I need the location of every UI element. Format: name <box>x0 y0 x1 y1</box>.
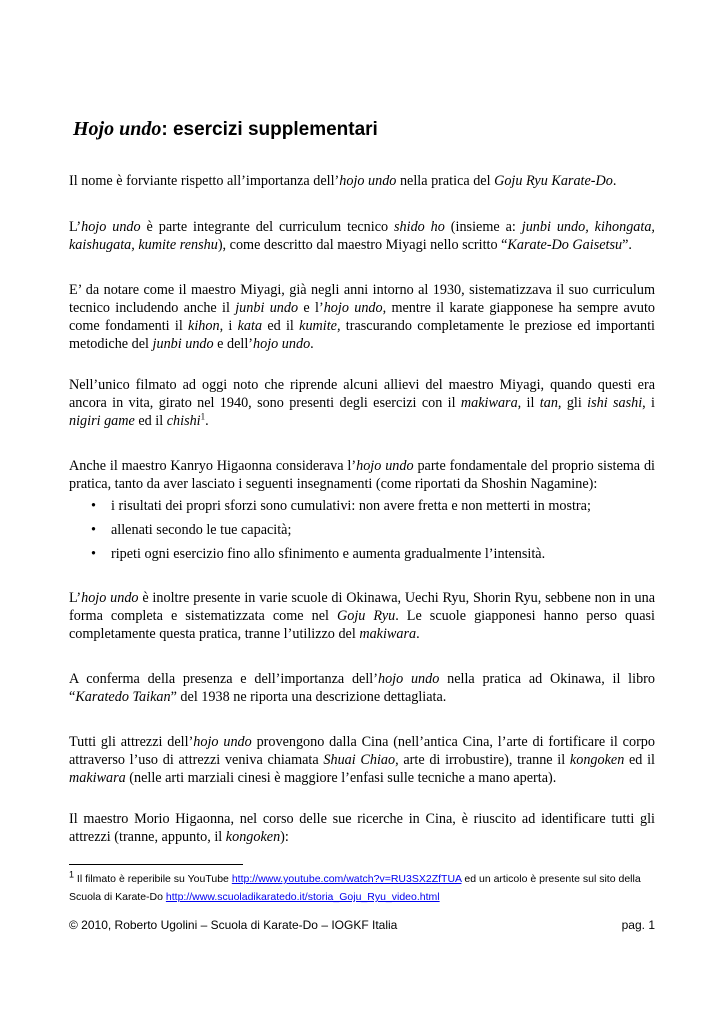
paragraph-7: A conferma della presenza e dell’importanza dell’hojo undo nella pratica ad Okinawa, il libro “Karatedo Taikan” del 1938 ne riporta una descrizione dettagliata. <box>69 671 655 705</box>
footer-copyright: © 2010, Roberto Ugolini – Scuola di Karate-Do – IOGKF Italia <box>69 918 398 932</box>
footnote-ref: 1 <box>200 411 206 422</box>
page-footer <box>69 918 655 932</box>
bullet-icon: • <box>91 522 96 538</box>
list-item: • i risultati dei propri sforzi sono cumulativi: non avere fretta e non metterti in mostra; <box>91 498 591 514</box>
footnote-divider <box>69 864 243 865</box>
page-number: pag. 1 <box>621 918 655 932</box>
bullet-icon: • <box>91 498 96 514</box>
list-item: • ripeti ogni esercizio fino allo sfinimento e aumenta gradualmente l’intensità. <box>91 546 546 562</box>
paragraph-1: Il nome è forviante rispetto all’importanza dell’hojo undo nella pratica del Goju Ryu Karate-Do. <box>69 173 617 189</box>
footnote: $^1$ Il filmato è reperibile su YouTube http://www.youtube.com/watch?v=RU3SX2ZfTUA ed un articolo è presente sul sito della Scuola di Karate-Do http://www.scuoladikaratedo.it/storia_Goju_Ryu_video.html <box>69 869 641 903</box>
paragraph-5: Anche il maestro Kanryo Higaonna considerava l’hojo undo parte fondamentale del proprio sistema di pratica, tanto da aver lasciato i seguenti insegnamenti (come riportati da Shoshin Nagamine): <box>69 458 655 492</box>
paragraph-3: E’ da notare come il maestro Miyagi, già negli anni intorno al 1930, sistematizzava il suo curriculum tecnico includendo anche il junbi undo e l’hojo undo, mentre il karate giapponese ha sempre avuto come fondamenti il kihon, i kata ed il kumite, trascurando completamente le preziose ed importanti metodiche del junbi undo e dell’hojo undo. <box>69 282 655 352</box>
bullet-list <box>69 497 655 569</box>
paragraph-2: L’hojo undo è parte integrante del curriculum tecnico shido ho (insieme a: junbi undo, kihongata, kaishugata, kumite renshu), come descritto dal maestro Miyagi nello scritto “Karate-Do Gaisetsu”. <box>69 219 655 253</box>
paragraph-4: Nell’unico filmato ad oggi noto che riprende alcuni allievi del maestro Miyagi, quando questi era ancora in vita, girato nel 1940, sono presenti degli esercizi con il makiwara, il tan, gli ishi sashi, i nigiri game ed il chishi$^1$. <box>69 377 655 429</box>
paragraph-9: Il maestro Morio Higaonna, nel corso delle sue ricerche in Cina, è riuscito ad identificare tutti gli attrezzi (tranne, appunto, il kongoken): <box>69 811 655 845</box>
youtube-link[interactable]: http://www.youtube.com/watch?v=RU3SX2ZfTUA <box>231 873 462 885</box>
page-title: Hojo undo: esercizi supplementari <box>73 118 378 140</box>
bullet-icon: • <box>91 546 96 562</box>
paragraph-8: Tutti gli attrezzi dell’hojo undo provengono dalla Cina (nell’antica Cina, l’arte di fortificare il corpo attraverso l’uso di attrezzi veniva chiamata Shuai Chiao, arte di irrobustire), tranne il kongoken ed il makiwara (nelle arti marziali cinesi è maggiore l’enfasi sulle tecniche a mano aperta). <box>69 734 655 786</box>
list-item: • allenati secondo le tue capacità; <box>91 522 292 538</box>
school-site-link[interactable]: http://www.scuoladikaratedo.it/storia_Goju_Ryu_video.html <box>165 891 440 903</box>
paragraph-6: L’hojo undo è inoltre presente in varie scuole di Okinawa, Uechi Ryu, Shorin Ryu, sebbene non in una forma completa e sistematizzata come nel Goju Ryu. Le scuole giapponesi hanno perso quasi completamente questa pratica, tranne l’utilizzo del makiwara. <box>69 590 655 642</box>
